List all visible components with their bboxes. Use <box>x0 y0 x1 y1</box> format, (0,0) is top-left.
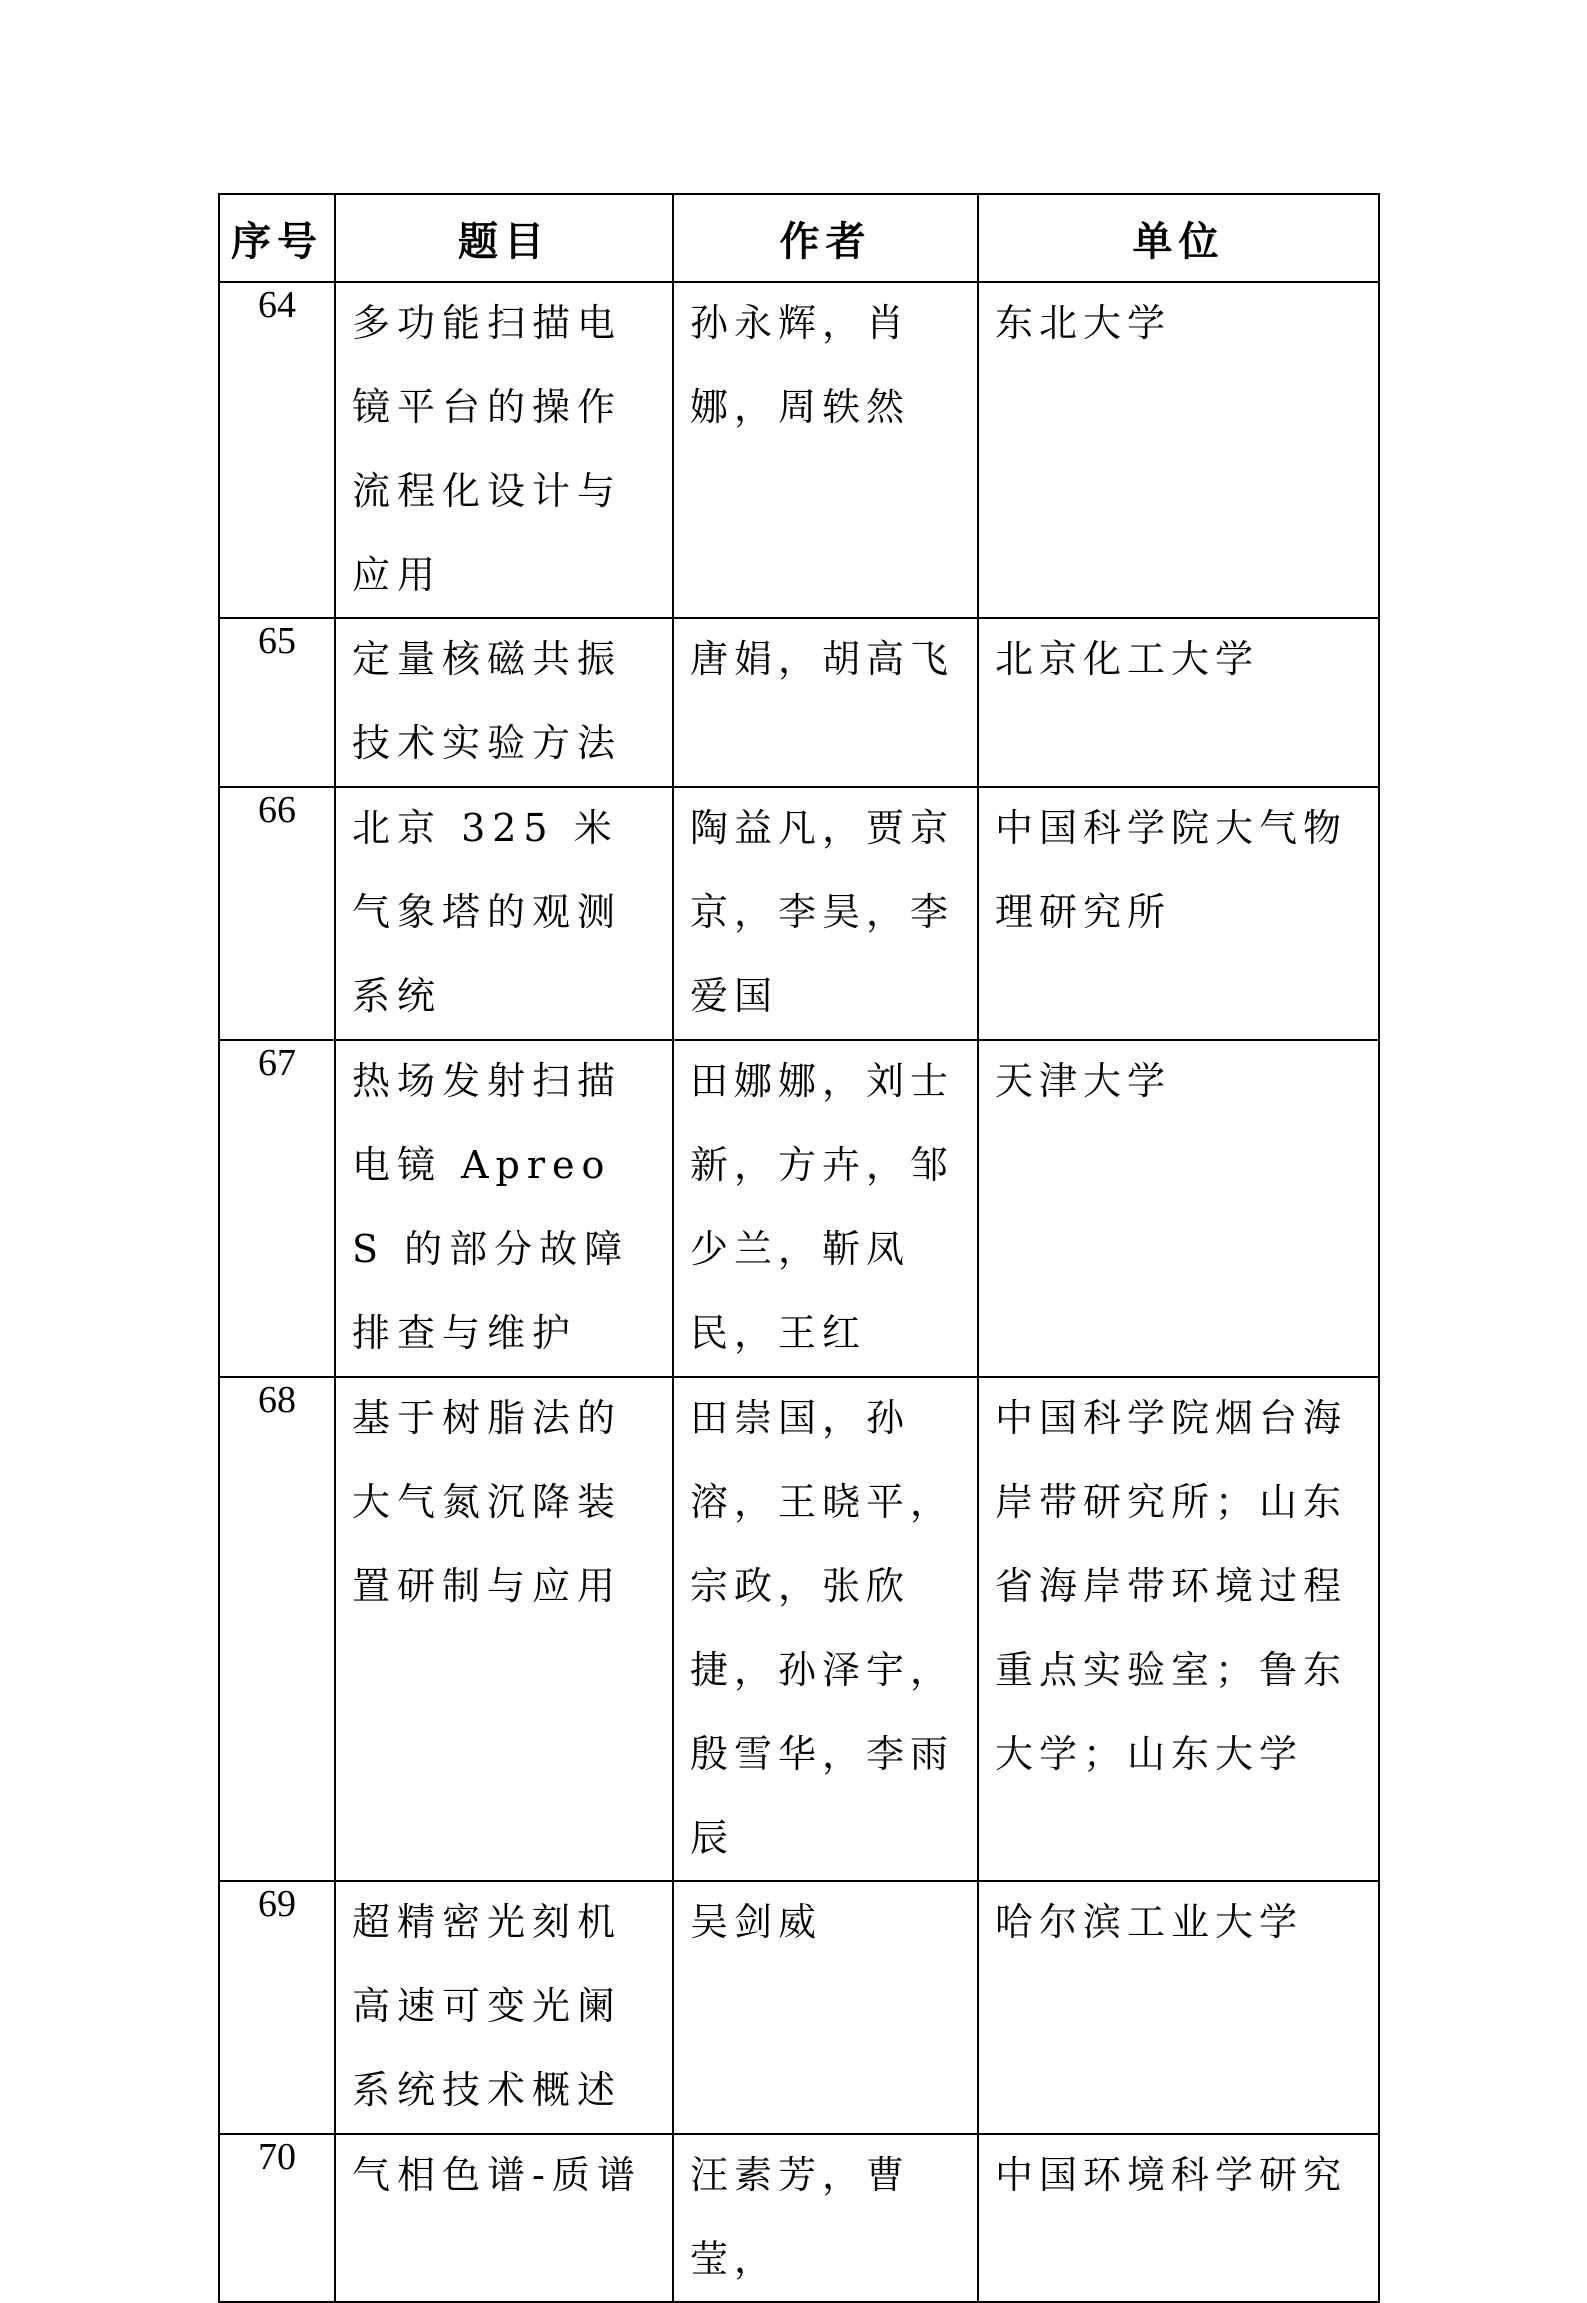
row-title-cell <box>335 618 673 787</box>
row-authors: 田娜娜，刘士新，方卉，邹少兰，靳凤民，王红 <box>690 1059 955 1355</box>
row-title: 多功能扫描电镜平台的操作流程化设计与应用 <box>352 301 623 597</box>
row-unit: 东北大学 <box>995 301 1172 345</box>
row-title-cell <box>335 1881 673 2134</box>
row-unit-cell <box>978 787 1379 1040</box>
row-authors-cell <box>673 1377 978 1881</box>
paper-list-table <box>218 193 1380 2303</box>
row-title: 北京 325 米气象塔的观测系统 <box>352 806 623 1018</box>
row-authors-cell <box>673 1040 978 1377</box>
row-unit: 中国环境科学研究 <box>995 2153 1348 2197</box>
row-number: 67 <box>219 1040 335 1377</box>
row-title: 定量核磁共振技术实验方法 <box>352 637 623 765</box>
table-row <box>219 2134 1379 2302</box>
row-authors: 田崇国，孙溶，王晓平，宗政，张欣捷，孙泽宇，殷雪华，李雨辰 <box>690 1396 955 1860</box>
row-authors-cell <box>673 618 978 787</box>
row-number: 70 <box>219 2134 335 2302</box>
row-title-cell <box>335 787 673 1040</box>
row-authors-cell <box>673 282 978 618</box>
row-unit: 北京化工大学 <box>995 637 1260 681</box>
row-number: 64 <box>219 282 335 618</box>
row-authors: 孙永辉，肖娜，周轶然 <box>690 301 911 429</box>
table-header-row <box>219 194 1379 282</box>
row-unit-cell <box>978 1377 1379 1881</box>
row-authors: 唐娟，胡高飞 <box>690 637 955 681</box>
header-title: 题目 <box>335 194 673 282</box>
header-authors: 作者 <box>673 194 978 282</box>
row-unit-cell <box>978 1040 1379 1377</box>
row-title-cell <box>335 282 673 618</box>
row-unit: 哈尔滨工业大学 <box>995 1900 1304 1944</box>
table-row <box>219 1881 1379 2134</box>
row-unit: 中国科学院烟台海岸带研究所；山东省海岸带环境过程重点实验室；鲁东大学；山东大学 <box>995 1396 1348 1776</box>
row-unit-cell <box>978 2134 1379 2302</box>
row-authors: 陶益凡，贾京京，李昊，李爱国 <box>690 806 955 1018</box>
row-authors: 吴剑威 <box>690 1900 823 1944</box>
row-authors: 汪素芳，曹莹， <box>690 2153 911 2281</box>
row-authors-cell <box>673 1881 978 2134</box>
header-number: 序号 <box>219 194 335 282</box>
row-number: 68 <box>219 1377 335 1881</box>
row-unit: 天津大学 <box>995 1059 1172 1103</box>
row-title-cell <box>335 1040 673 1377</box>
table-row <box>219 1377 1379 1881</box>
row-unit: 中国科学院大气物理研究所 <box>995 806 1348 934</box>
row-title: 气相色谱-质谱 <box>352 2153 642 2197</box>
row-authors-cell <box>673 787 978 1040</box>
header-unit: 单位 <box>978 194 1379 282</box>
document-page <box>218 193 1378 2303</box>
row-unit-cell <box>978 618 1379 787</box>
row-title: 基于树脂法的大气氮沉降装置研制与应用 <box>352 1396 623 1608</box>
row-number: 69 <box>219 1881 335 2134</box>
row-title: 热场发射扫描电镜 Apreo S 的部分故障排查与维护 <box>352 1059 630 1355</box>
row-authors-cell <box>673 2134 978 2302</box>
row-title-cell <box>335 1377 673 1881</box>
table-row <box>219 618 1379 787</box>
row-unit-cell <box>978 282 1379 618</box>
table-row <box>219 787 1379 1040</box>
row-number: 65 <box>219 618 335 787</box>
table-row <box>219 282 1379 618</box>
row-title: 超精密光刻机高速可变光阑系统技术概述 <box>352 1900 623 2112</box>
row-number: 66 <box>219 787 335 1040</box>
table-row <box>219 1040 1379 1377</box>
row-title-cell <box>335 2134 673 2302</box>
row-unit-cell <box>978 1881 1379 2134</box>
